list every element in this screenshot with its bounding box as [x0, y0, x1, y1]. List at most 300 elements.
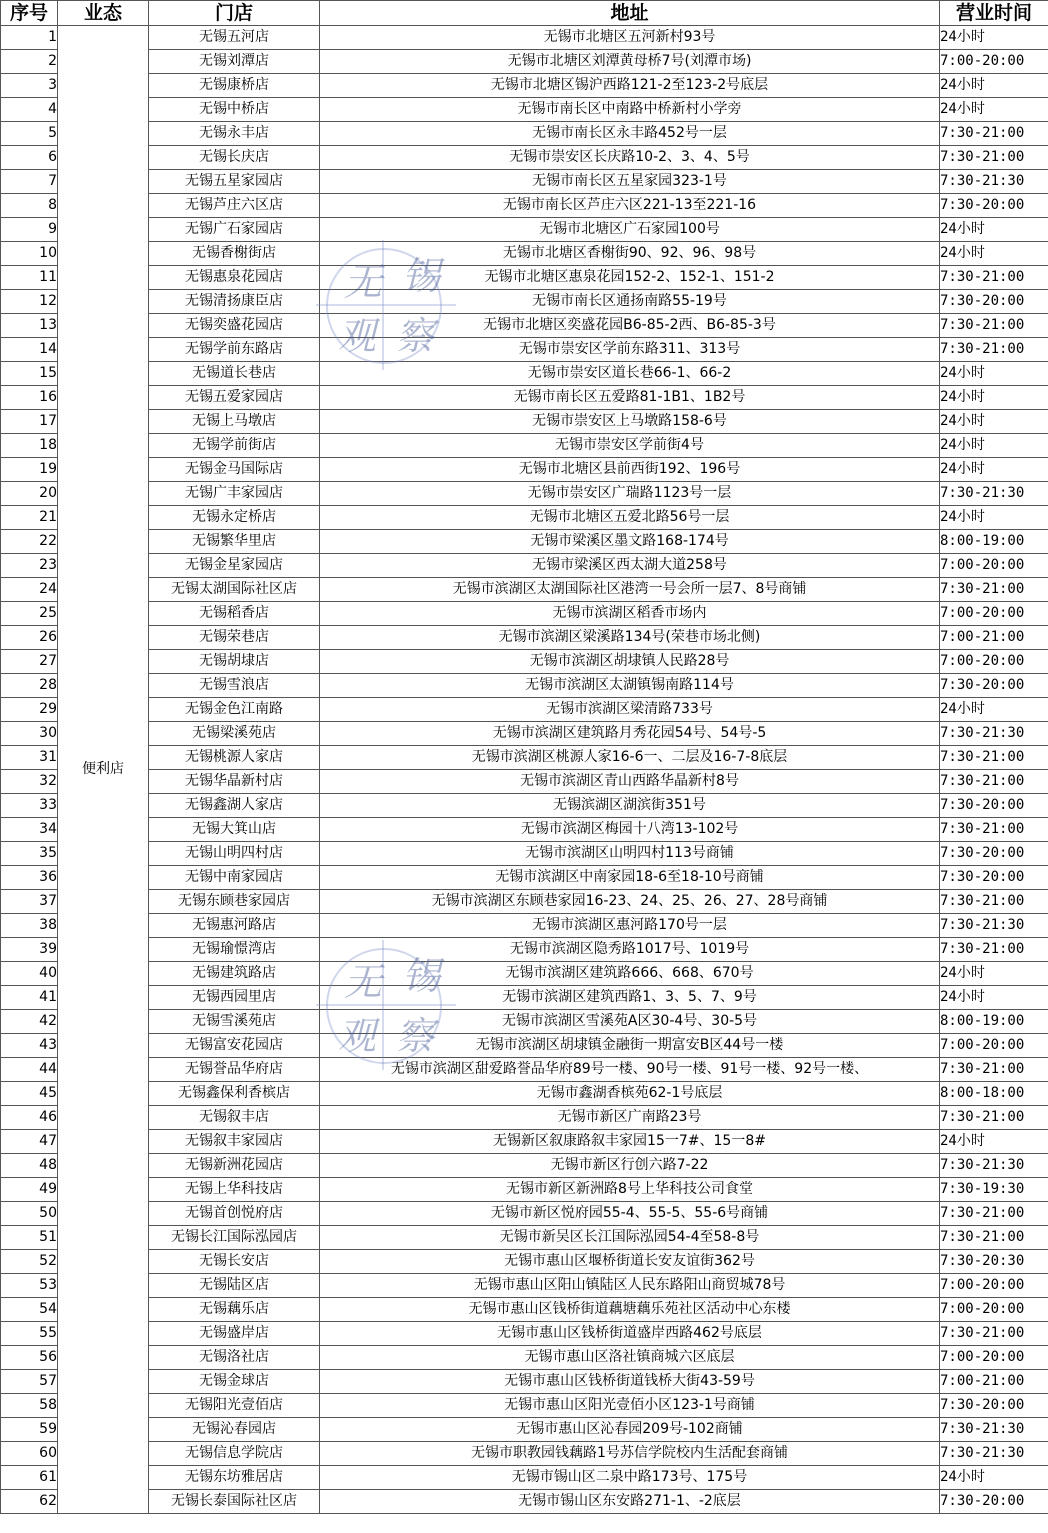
cell-address: 无锡市滨湖区青山西路华晶新村8号 [320, 770, 940, 794]
table-row [1, 626, 1048, 650]
table-row [1, 962, 1048, 986]
cell-hours: 24小时 [940, 410, 1048, 434]
table-row [1, 50, 1048, 74]
cell-hours: 24小时 [940, 1466, 1048, 1490]
cell-address: 无锡市惠山区阳山镇陆区人民东路阳山商贸城78号 [320, 1274, 940, 1298]
cell-store: 无锡惠泉花园店 [149, 266, 320, 290]
cell-store: 无锡永丰店 [149, 122, 320, 146]
cell-hours: 7:30-20:00 [940, 290, 1048, 314]
cell-store: 无锡沁春园店 [149, 1418, 320, 1442]
cell-no: 3 [1, 74, 58, 98]
cell-hours: 7:00-20:00 [940, 1034, 1048, 1058]
cell-store: 无锡陆区店 [149, 1274, 320, 1298]
watermark-logo-1: 无 锡 观 察 [316, 240, 456, 370]
cell-no: 2 [1, 50, 58, 74]
table-row [1, 578, 1048, 602]
cell-hours: 7:30-21:30 [940, 1154, 1048, 1178]
table-row [1, 74, 1048, 98]
cell-hours: 24小时 [940, 386, 1048, 410]
cell-address: 无锡市南长区通扬南路55-19号 [320, 290, 940, 314]
cell-hours: 24小时 [940, 986, 1048, 1010]
table-row [1, 146, 1048, 170]
cell-address: 无锡市梁溪区西太湖大道258号 [320, 554, 940, 578]
cell-no: 53 [1, 1274, 58, 1298]
cell-store: 无锡华晶新村店 [149, 770, 320, 794]
cell-no: 32 [1, 770, 58, 794]
cell-hours: 7:30-20:00 [940, 866, 1048, 890]
cell-store: 无锡奕盛花园店 [149, 314, 320, 338]
cell-no: 8 [1, 194, 58, 218]
cell-no: 11 [1, 266, 58, 290]
cell-address: 无锡市新区悦府园55-4、55-5、55-6号商铺 [320, 1202, 940, 1226]
cell-no: 61 [1, 1466, 58, 1490]
cell-address: 无锡市滨湖区梁溪路134号(荣巷市场北侧) [320, 626, 940, 650]
cell-store: 无锡西园里店 [149, 986, 320, 1010]
cell-no: 10 [1, 242, 58, 266]
cell-store: 无锡东坊雅居店 [149, 1466, 320, 1490]
table-row [1, 1298, 1048, 1322]
table-row [1, 1466, 1048, 1490]
table-row [1, 746, 1048, 770]
table-row [1, 890, 1048, 914]
cell-address: 无锡市滨湖区梁清路733号 [320, 698, 940, 722]
table-row [1, 1154, 1048, 1178]
cell-no: 59 [1, 1418, 58, 1442]
cell-no: 37 [1, 890, 58, 914]
cell-address: 无锡市崇安区道长巷66-1、66-2 [320, 362, 940, 386]
cell-address: 无锡市新区行创六路7-22 [320, 1154, 940, 1178]
cell-hours: 7:30-21:00 [940, 1106, 1048, 1130]
cell-address: 无锡市滨湖区惠河路170号一层 [320, 914, 940, 938]
cell-store: 无锡太湖国际社区店 [149, 578, 320, 602]
cell-hours: 7:30-21:30 [940, 170, 1048, 194]
cell-no: 54 [1, 1298, 58, 1322]
cell-no: 45 [1, 1082, 58, 1106]
table-row [1, 986, 1048, 1010]
cell-hours: 24小时 [940, 698, 1048, 722]
cell-store: 无锡芦庄六区店 [149, 194, 320, 218]
cell-no: 34 [1, 818, 58, 842]
cell-hours: 24小时 [940, 218, 1048, 242]
table-row [1, 1442, 1048, 1466]
table-row [1, 818, 1048, 842]
cell-hours: 7:30-21:00 [940, 1322, 1048, 1346]
table-row [1, 914, 1048, 938]
table-row [1, 650, 1048, 674]
cell-no: 31 [1, 746, 58, 770]
cell-no: 9 [1, 218, 58, 242]
cell-no: 27 [1, 650, 58, 674]
table-row [1, 170, 1048, 194]
cell-no: 57 [1, 1370, 58, 1394]
header-row [1, 1, 1048, 26]
cell-no: 20 [1, 482, 58, 506]
cell-hours: 8:00-18:00 [940, 1082, 1048, 1106]
cell-store: 无锡清扬康臣店 [149, 290, 320, 314]
cell-store: 无锡东顾巷家园店 [149, 890, 320, 914]
cell-store: 无锡山明四村店 [149, 842, 320, 866]
table-row [1, 1490, 1048, 1514]
cell-address: 无锡市惠山区阳光壹佰小区123-1号商铺 [320, 1394, 940, 1418]
cell-store: 无锡长江国际泓园店 [149, 1226, 320, 1250]
cell-address: 无锡市梁溪区墨文路168-174号 [320, 530, 940, 554]
cell-address: 无锡市滨湖区隐秀路1017号、1019号 [320, 938, 940, 962]
cell-hours: 24小时 [940, 242, 1048, 266]
cell-no: 28 [1, 674, 58, 698]
cell-address: 无锡市滨湖区胡埭镇人民路28号 [320, 650, 940, 674]
table-row [1, 314, 1048, 338]
table-row [1, 722, 1048, 746]
cell-store: 无锡长安店 [149, 1250, 320, 1274]
cell-hours: 7:00-20:00 [940, 50, 1048, 74]
cell-hours: 7:30-21:00 [940, 938, 1048, 962]
cell-hours: 7:30-21:00 [940, 338, 1048, 362]
cell-no: 16 [1, 386, 58, 410]
header-category: 业态 [58, 1, 149, 26]
cell-store: 无锡上华科技店 [149, 1178, 320, 1202]
cell-address: 无锡市锡山区二泉中路173号、175号 [320, 1466, 940, 1490]
cell-hours: 7:30-20:00 [940, 194, 1048, 218]
table-row [1, 698, 1048, 722]
cell-hours: 24小时 [940, 1130, 1048, 1154]
cell-no: 12 [1, 290, 58, 314]
table-row [1, 1250, 1048, 1274]
table-row [1, 98, 1048, 122]
table-row [1, 938, 1048, 962]
cell-store: 无锡五爱家园店 [149, 386, 320, 410]
cell-store: 无锡富安花园店 [149, 1034, 320, 1058]
cell-no: 40 [1, 962, 58, 986]
header-hours: 营业时间 [940, 1, 1048, 26]
cell-no: 47 [1, 1130, 58, 1154]
cell-address: 无锡市崇安区长庆路10-2、3、4、5号 [320, 146, 940, 170]
table-row [1, 1274, 1048, 1298]
cell-address: 无锡市崇安区上马墩路158-6号 [320, 410, 940, 434]
cell-no: 23 [1, 554, 58, 578]
cell-no: 1 [1, 26, 58, 50]
cell-address: 无锡市锡山区东安路271-1、-2底层 [320, 1490, 940, 1514]
cell-store: 无锡广石家园店 [149, 218, 320, 242]
cell-address: 无锡市崇安区学前街4号 [320, 434, 940, 458]
cell-store: 无锡梁溪苑店 [149, 722, 320, 746]
table-row [1, 1034, 1048, 1058]
cell-store: 无锡瑜憬湾店 [149, 938, 320, 962]
header-no: 序号 [1, 1, 58, 26]
table-body [1, 26, 1048, 1514]
cell-no: 26 [1, 626, 58, 650]
cell-store: 无锡道长巷店 [149, 362, 320, 386]
cell-hours: 7:00-20:00 [940, 1274, 1048, 1298]
cell-hours: 7:30-21:00 [940, 1202, 1048, 1226]
cell-store: 无锡五星家园店 [149, 170, 320, 194]
cell-no: 21 [1, 506, 58, 530]
table-row [1, 1082, 1048, 1106]
table-row [1, 386, 1048, 410]
cell-address: 无锡市北塘区香榭街90、92、96、98号 [320, 242, 940, 266]
table-row [1, 482, 1048, 506]
table-row [1, 410, 1048, 434]
cell-store: 无锡叙丰店 [149, 1106, 320, 1130]
cell-no: 13 [1, 314, 58, 338]
cell-store: 无锡首创悦府店 [149, 1202, 320, 1226]
table-row [1, 26, 1048, 50]
cell-hours: 7:30-21:00 [940, 770, 1048, 794]
cell-store: 无锡雪溪苑店 [149, 1010, 320, 1034]
cell-hours: 24小时 [940, 458, 1048, 482]
cell-store: 无锡刘潭店 [149, 50, 320, 74]
cell-address: 无锡市北塘区奕盛花园B6-85-2西、B6-85-3号 [320, 314, 940, 338]
cell-no: 30 [1, 722, 58, 746]
table-row [1, 122, 1048, 146]
cell-no: 60 [1, 1442, 58, 1466]
cell-address: 无锡市滨湖区山明四村113号商铺 [320, 842, 940, 866]
cell-hours: 7:30-19:30 [940, 1178, 1048, 1202]
table-row [1, 194, 1048, 218]
table-row [1, 1178, 1048, 1202]
cell-no: 42 [1, 1010, 58, 1034]
cell-hours: 7:00-20:00 [940, 554, 1048, 578]
table-row [1, 530, 1048, 554]
cell-no: 50 [1, 1202, 58, 1226]
cell-hours: 8:00-19:00 [940, 530, 1048, 554]
cell-hours: 7:30-20:00 [940, 794, 1048, 818]
header-address: 地址 [320, 1, 940, 26]
table-row [1, 290, 1048, 314]
cell-store: 无锡金马国际店 [149, 458, 320, 482]
cell-address: 无锡市滨湖区稻香市场内 [320, 602, 940, 626]
cell-store: 无锡惠河路店 [149, 914, 320, 938]
cell-store: 无锡稻香店 [149, 602, 320, 626]
cell-hours: 7:00-20:00 [940, 1346, 1048, 1370]
cell-address: 无锡市惠山区钱桥街道盛岸西路462号底层 [320, 1322, 940, 1346]
cell-no: 62 [1, 1490, 58, 1514]
cell-store: 无锡金色江南路 [149, 698, 320, 722]
cell-address: 无锡市滨湖区太湖国际社区港湾一号会所一层7、8号商铺 [320, 578, 940, 602]
cell-address: 无锡市北塘区刘潭黄母桥7号(刘潭市场) [320, 50, 940, 74]
cell-store: 无锡桃源人家店 [149, 746, 320, 770]
cell-address: 无锡市北塘区县前西街192、196号 [320, 458, 940, 482]
cell-no: 6 [1, 146, 58, 170]
table-row [1, 1418, 1048, 1442]
cell-address: 无锡市北塘区广石家园100号 [320, 218, 940, 242]
cell-no: 46 [1, 1106, 58, 1130]
cell-no: 43 [1, 1034, 58, 1058]
cell-store: 无锡信息学院店 [149, 1442, 320, 1466]
cell-hours: 7:30-20:30 [940, 1250, 1048, 1274]
cell-store: 无锡洛社店 [149, 1346, 320, 1370]
cell-store: 无锡胡埭店 [149, 650, 320, 674]
cell-address: 无锡市南长区中南路中桥新村小学旁 [320, 98, 940, 122]
cell-store: 无锡上马墩店 [149, 410, 320, 434]
cell-hours: 7:00-20:00 [940, 1298, 1048, 1322]
table-row [1, 338, 1048, 362]
cell-hours: 7:30-20:00 [940, 1394, 1048, 1418]
cell-store: 无锡大箕山店 [149, 818, 320, 842]
cell-address: 无锡市惠山区钱桥街道藕塘藕乐苑社区活动中心东楼 [320, 1298, 940, 1322]
cell-address: 无锡市南长区五爱路81-1B1、1B2号 [320, 386, 940, 410]
cell-store: 无锡新洲花园店 [149, 1154, 320, 1178]
cell-address: 无锡市北塘区锡沪西路121-2至123-2号底层 [320, 74, 940, 98]
cell-store: 无锡五河店 [149, 26, 320, 50]
cell-store: 无锡康桥店 [149, 74, 320, 98]
cell-hours: 7:30-20:00 [940, 1490, 1048, 1514]
table-row [1, 362, 1048, 386]
cell-address: 无锡市新吴区长江国际泓园54-4至58-8号 [320, 1226, 940, 1250]
cell-address: 无锡市南长区芦庄六区221-13至221-16 [320, 194, 940, 218]
cell-address: 无锡市惠山区洛社镇商城六区底层 [320, 1346, 940, 1370]
cell-address: 无锡市滨湖区胡埭镇金融街一期富安B区44号一楼 [320, 1034, 940, 1058]
cell-no: 18 [1, 434, 58, 458]
cell-address: 无锡市崇安区广瑞路1123号一层 [320, 482, 940, 506]
cell-hours: 24小时 [940, 506, 1048, 530]
cell-no: 25 [1, 602, 58, 626]
cell-no: 39 [1, 938, 58, 962]
cell-no: 7 [1, 170, 58, 194]
cell-address: 无锡市惠山区钱桥街道钱桥大街43-59号 [320, 1370, 940, 1394]
cell-store: 无锡鑫保利香槟店 [149, 1082, 320, 1106]
cell-hours: 7:30-21:00 [940, 266, 1048, 290]
cell-hours: 7:30-21:00 [940, 146, 1048, 170]
cell-no: 44 [1, 1058, 58, 1082]
cell-store: 无锡金球店 [149, 1370, 320, 1394]
cell-address: 无锡市鑫湖香槟苑62-1号底层 [320, 1082, 940, 1106]
table-row [1, 1130, 1048, 1154]
cell-no: 17 [1, 410, 58, 434]
cell-no: 14 [1, 338, 58, 362]
header-store: 门店 [149, 1, 320, 26]
watermark-logo-2: 无 锡 观 察 [316, 940, 456, 1070]
cell-address: 无锡市滨湖区东顾巷家园16-23、24、25、26、27、28号商铺 [320, 890, 940, 914]
cell-hours: 7:30-20:00 [940, 674, 1048, 698]
cell-hours: 7:30-21:00 [940, 122, 1048, 146]
cell-hours: 7:30-21:30 [940, 482, 1048, 506]
cell-store: 无锡阳光壹佰店 [149, 1394, 320, 1418]
cell-store: 无锡金星家园店 [149, 554, 320, 578]
cell-address: 无锡市南长区五星家园323-1号 [320, 170, 940, 194]
cell-address: 无锡市崇安区学前东路311、313号 [320, 338, 940, 362]
cell-hours: 7:00-21:00 [940, 1370, 1048, 1394]
cell-address: 无锡市北塘区惠泉花园152-2、152-1、151-2 [320, 266, 940, 290]
cell-no: 5 [1, 122, 58, 146]
cell-hours: 7:30-21:30 [940, 1418, 1048, 1442]
cell-address: 无锡市惠山区沁春园209号-102商铺 [320, 1418, 940, 1442]
cell-address: 无锡市滨湖区雪溪苑A区30-4号、30-5号 [320, 1010, 940, 1034]
cell-hours: 24小时 [940, 434, 1048, 458]
cell-no: 35 [1, 842, 58, 866]
cell-store: 无锡长泰国际社区店 [149, 1490, 320, 1514]
cell-hours: 24小时 [940, 98, 1048, 122]
cell-address: 无锡市新区广南路23号 [320, 1106, 940, 1130]
table-row [1, 1106, 1048, 1130]
table-row [1, 434, 1048, 458]
table-row [1, 1058, 1048, 1082]
cell-hours: 24小时 [940, 362, 1048, 386]
cell-hours: 8:00-19:00 [940, 1010, 1048, 1034]
cell-store: 无锡誉品华府店 [149, 1058, 320, 1082]
table-row [1, 242, 1048, 266]
cell-store: 无锡荣巷店 [149, 626, 320, 650]
table-row [1, 1202, 1048, 1226]
cell-no: 56 [1, 1346, 58, 1370]
cell-hours: 24小时 [940, 26, 1048, 50]
cell-no: 38 [1, 914, 58, 938]
table-row [1, 554, 1048, 578]
cell-address: 无锡滨湖区湖滨街351号 [320, 794, 940, 818]
table-row [1, 674, 1048, 698]
cell-hours: 7:30-21:00 [940, 890, 1048, 914]
cell-no: 19 [1, 458, 58, 482]
cell-store: 无锡学前东路店 [149, 338, 320, 362]
cell-no: 51 [1, 1226, 58, 1250]
cell-no: 52 [1, 1250, 58, 1274]
cell-store: 无锡叙丰家园店 [149, 1130, 320, 1154]
cell-hours: 7:00-20:00 [940, 650, 1048, 674]
cell-no: 55 [1, 1322, 58, 1346]
table-row [1, 1346, 1048, 1370]
cell-store: 无锡繁华里店 [149, 530, 320, 554]
cell-hours: 7:30-21:00 [940, 818, 1048, 842]
cell-address: 无锡市滨湖区建筑路月秀花园54号、54号-5 [320, 722, 940, 746]
cell-no: 29 [1, 698, 58, 722]
cell-hours: 7:30-21:00 [940, 1226, 1048, 1250]
cell-store: 无锡建筑路店 [149, 962, 320, 986]
cell-address: 无锡市滨湖区桃源人家16-6一、二层及16-7-8底层 [320, 746, 940, 770]
cell-store: 无锡中南家园店 [149, 866, 320, 890]
table-row [1, 1322, 1048, 1346]
cell-no: 4 [1, 98, 58, 122]
cell-no: 22 [1, 530, 58, 554]
table-row [1, 266, 1048, 290]
cell-address: 无锡市北塘区五爱北路56号一层 [320, 506, 940, 530]
cell-address: 无锡市滨湖区建筑路666、668、670号 [320, 962, 940, 986]
cell-no: 58 [1, 1394, 58, 1418]
cell-store: 无锡学前街店 [149, 434, 320, 458]
table-row [1, 1226, 1048, 1250]
cell-no: 48 [1, 1154, 58, 1178]
cell-address: 无锡市南长区永丰路452号一层 [320, 122, 940, 146]
table-row [1, 458, 1048, 482]
table-row [1, 842, 1048, 866]
cell-address: 无锡市滨湖区建筑西路1、3、5、7、9号 [320, 986, 940, 1010]
cell-store: 无锡鑫湖人家店 [149, 794, 320, 818]
cell-no: 49 [1, 1178, 58, 1202]
cell-hours: 7:30-21:30 [940, 914, 1048, 938]
cell-store: 无锡中桥店 [149, 98, 320, 122]
cell-hours: 7:00-20:00 [940, 602, 1048, 626]
cell-address: 无锡市新区新洲路8号上华科技公司食堂 [320, 1178, 940, 1202]
cell-hours: 7:30-21:30 [940, 722, 1048, 746]
cell-store: 无锡永定桥店 [149, 506, 320, 530]
cell-no: 15 [1, 362, 58, 386]
table-row [1, 866, 1048, 890]
cell-hours: 7:30-21:00 [940, 314, 1048, 338]
table-row [1, 1394, 1048, 1418]
cell-hours: 7:30-20:00 [940, 842, 1048, 866]
cell-address: 无锡市滨湖区梅园十八湾13-102号 [320, 818, 940, 842]
cell-hours: 7:30-21:00 [940, 746, 1048, 770]
cell-address: 无锡市惠山区堰桥街道长安友谊街362号 [320, 1250, 940, 1274]
cell-address: 无锡市滨湖区甜爱路誉品华府89号一楼、90号一楼、91号一楼、92号一楼、 [320, 1058, 940, 1082]
cell-store: 无锡广丰家园店 [149, 482, 320, 506]
cell-store: 无锡雪浪店 [149, 674, 320, 698]
cell-category: 便利店 [58, 26, 149, 1514]
table-row [1, 506, 1048, 530]
cell-no: 33 [1, 794, 58, 818]
cell-address: 无锡市职教园钱藕路1号苏信学院校内生活配套商铺 [320, 1442, 940, 1466]
cell-address: 无锡新区叙康路叙丰家园15一7#、15一8# [320, 1130, 940, 1154]
cell-no: 41 [1, 986, 58, 1010]
table-row [1, 794, 1048, 818]
